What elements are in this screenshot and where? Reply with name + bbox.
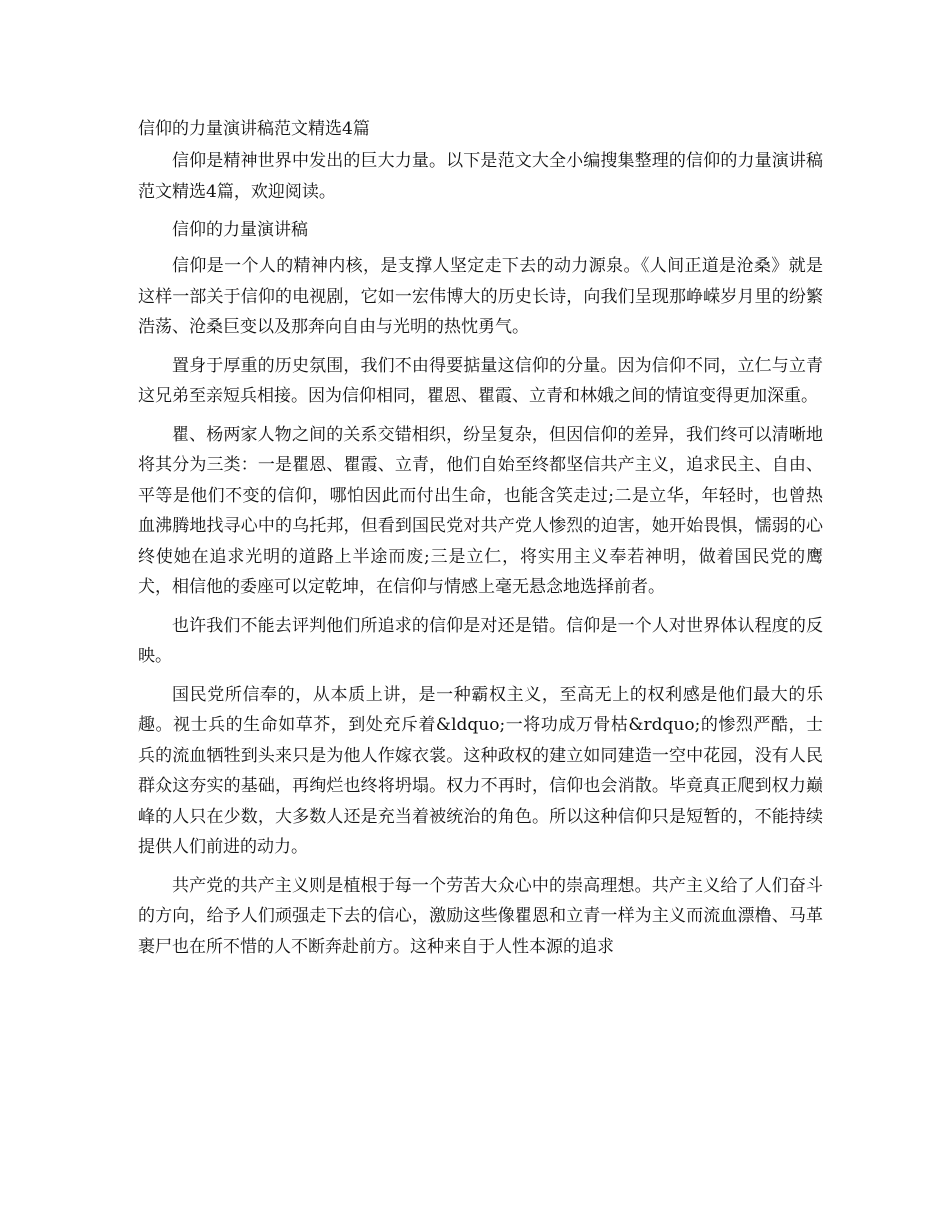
- body-paragraph: 共产党的共产主义则是植根于每一个劳苦大众心中的崇高理想。共产主义给了人们奋斗的方向，给予人们顽强走下去的信心，激励这些像瞿恩和立青一样为主义而流血漂橹、马革裹尸也在所不惜的人不断奔赴前方。这种来自于人性本源的追求: [138, 875, 823, 957]
- document-page: [138, 114, 823, 970]
- intro-paragraph: 信仰是精神世界中发出的巨大力量。以下是范文大全小编搜集整理的信仰的力量演讲稿范文精选4篇，欢迎阅读。: [138, 151, 823, 202]
- body-paragraph: 置身于厚重的历史氛围，我们不由得要掂量这信仰的分量。因为信仰不同，立仁与立青这兄弟至亲短兵相接。因为信仰相同，瞿恩、瞿霞、立青和林娥之间的情谊变得更加深重。: [138, 355, 823, 406]
- body-paragraph: 信仰是一个人的精神内核，是支撑人坚定走下去的动力源泉。《人间正道是沧桑》就是这样一部关于信仰的电视剧，它如一宏伟博大的历史长诗，向我们呈现那峥嵘岁月里的纷繁浩荡、沧桑巨变以及那奔向自由与光明的热忱勇气。: [138, 256, 823, 337]
- body-paragraph: 国民党所信奉的，从本质上讲，是一种霸权主义，至高无上的权利感是他们最大的乐趣。视士兵的生命如草芥，到处充斥着&ldquo;一将功成万骨枯&rdquo;的惨烈严酷，士兵的流血牺牲到头来只是为他人作嫁衣裳。这种政权的建立如同建造一空中花园，没有人民群众这夯实的基础，再绚烂也终将坍塌。权力不再时，信仰也会消散。毕竟真正爬到权力巅峰的人只在少数，大多数人还是充当着被统治的角色。所以这种信仰只是短暂的，不能持续提供人们前进的动力。: [138, 684, 823, 857]
- body-paragraph: 瞿、杨两家人物之间的关系交错相织，纷呈复杂，但因信仰的差异，我们终可以清晰地将其分为三类：一是瞿恩、瞿霞、立青，他们自始至终都坚信共产主义，追求民主、自由、平等是他们不变的信仰，哪怕因此而付出生命，也能含笑走过;二是立华，年轻时，也曾热血沸腾地找寻心中的乌托邦，但看到国民党对共产党人惨烈的迫害，她开始畏惧，懦弱的心终使她在追求光明的道路上半途而废;三是立仁，将实用主义奉若神明，做着国民党的鹰犬，相信他的委座可以定乾坤，在信仰与情感上毫无悬念地选择前者。: [138, 424, 823, 597]
- body-paragraph: 也许我们不能去评判他们所追求的信仰是对还是错。信仰是一个人对世界体认程度的反映。: [138, 615, 823, 666]
- document-title: 信仰的力量演讲稿范文精选4篇: [138, 119, 370, 139]
- section-heading: 信仰的力量演讲稿: [172, 220, 308, 240]
